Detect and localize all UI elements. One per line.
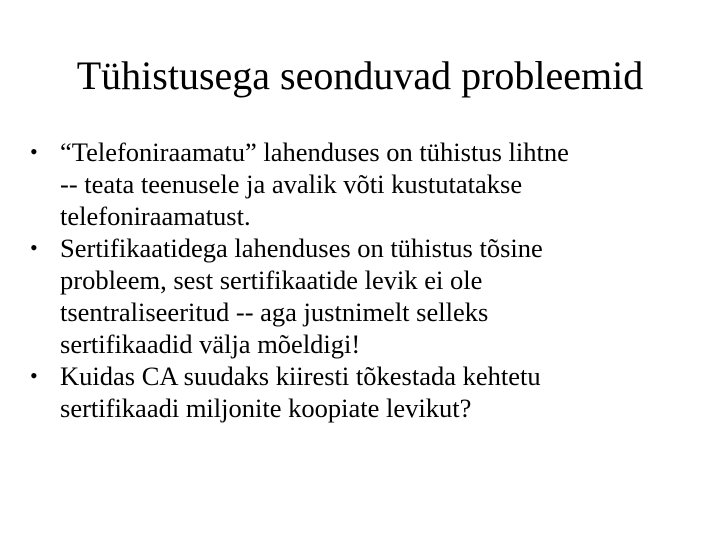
bullet-3-line-1: Kuidas CA suudaks kiiresti tõkestada kehtetu [60, 361, 541, 391]
bullet-item-2 [26, 232, 700, 360]
bullet-item-3 [26, 360, 700, 424]
bullet-2-line-1: Sertifikaatidega lahenduses on tühistus tõsine [60, 233, 543, 263]
bullet-1-line-1: “Telefoniraamatu” lahenduses on tühistus lihtne [60, 137, 569, 167]
bullet-point-icon: • [30, 139, 38, 164]
bullet-1-line-3: telefoniraamatust. [60, 201, 251, 231]
bullet-point-icon: • [30, 363, 38, 388]
bullet-point-icon: • [30, 235, 38, 260]
bullet-3-line-2: sertifikaadi miljonite koopiate levikut? [60, 393, 472, 423]
bullet-2-line-3: tsentraliseeritud -- aga justnimelt selleks [60, 297, 489, 327]
slide-title: Tühistusega seonduvad probleemid [76, 53, 644, 98]
bullet-list [26, 136, 700, 424]
bullet-item-1 [26, 136, 700, 232]
bullet-1-line-2: -- teata teenusele ja avalik võti kustutatakse [60, 169, 523, 199]
bullet-2-line-4: sertifikaadid välja mõeldigi! [60, 329, 361, 359]
bullet-2-line-2: probleem, sest sertifikaatide levik ei ole [60, 265, 483, 295]
